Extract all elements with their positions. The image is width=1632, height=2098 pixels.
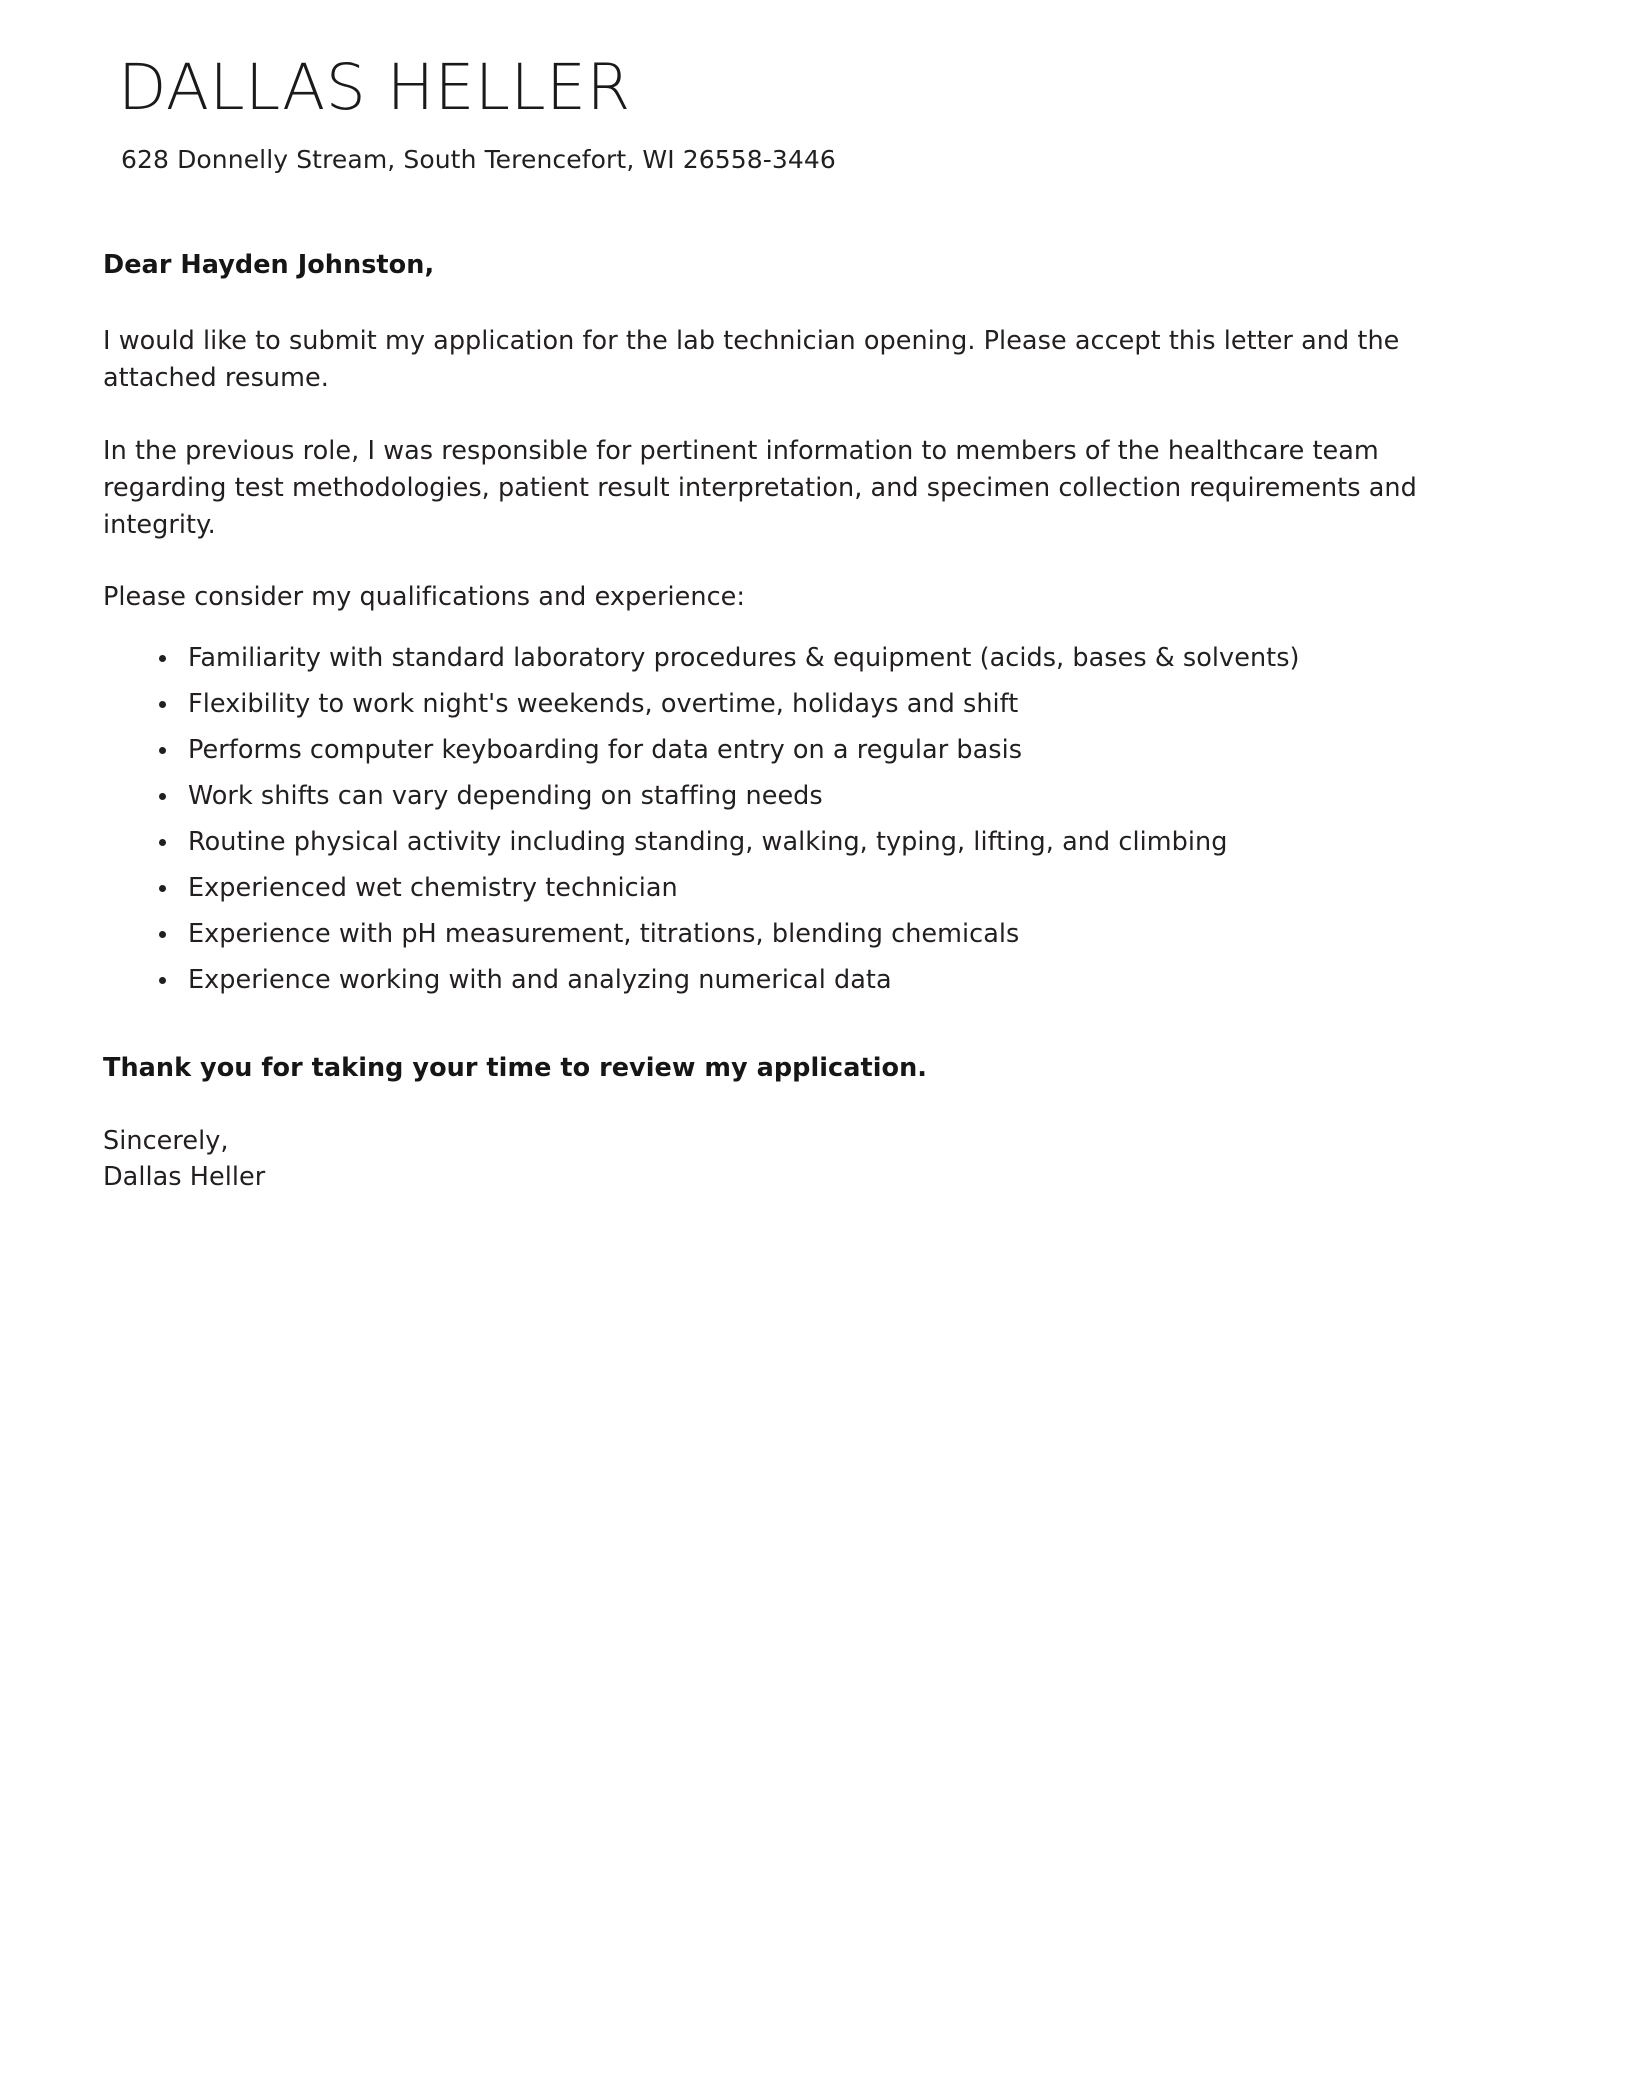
list-item: Experience working with and analyzing numerical data — [150, 965, 1497, 995]
letter-closing — [0, 995, 1632, 1195]
qualifications-list — [103, 643, 1497, 996]
list-item: Routine physical activity including standing, walking, typing, lifting, and climbing — [150, 827, 1497, 857]
list-item: Flexibility to work night's weekends, overtime, holidays and shift — [150, 689, 1497, 719]
signature-block — [103, 1123, 1632, 1195]
applicant-name: DALLAS HELLER — [118, 51, 631, 124]
list-item: Performs computer keyboarding for data entry on a regular basis — [150, 735, 1497, 765]
list-item: Experience with pH measurement, titrations, blending chemicals — [150, 919, 1497, 949]
paragraph-consider: Please consider my qualifications and experience: — [103, 582, 746, 613]
applicant-address: 628 Donnelly Stream, South Terencefort, WI 26558-3446 — [121, 145, 836, 174]
list-item: Experienced wet chemistry technician — [150, 873, 1497, 903]
list-item: Familiarity with standard laboratory procedures & equipment (acids, bases & solvents) — [150, 643, 1497, 673]
paragraph-previous-role: In the previous role, I was responsible for pertinent information to members of the healthcare team regarding test methodologies, patient result interpretation, and specimen collection requirements and integrity. — [103, 435, 1417, 541]
signoff-line: Sincerely, — [103, 1126, 229, 1157]
salutation: Dear Hayden Johnston, — [103, 250, 435, 280]
letter-header — [0, 0, 1632, 174]
letter-body — [0, 174, 1632, 995]
paragraph-intro: I would like to submit my application for the lab technician opening. Please accept this letter and the attached resume. — [103, 326, 1400, 394]
list-item: Work shifts can vary depending on staffing needs — [150, 781, 1497, 811]
thank-you-line: Thank you for taking your time to review my application. — [103, 1053, 928, 1084]
signature-name: Dallas Heller — [103, 1162, 266, 1193]
